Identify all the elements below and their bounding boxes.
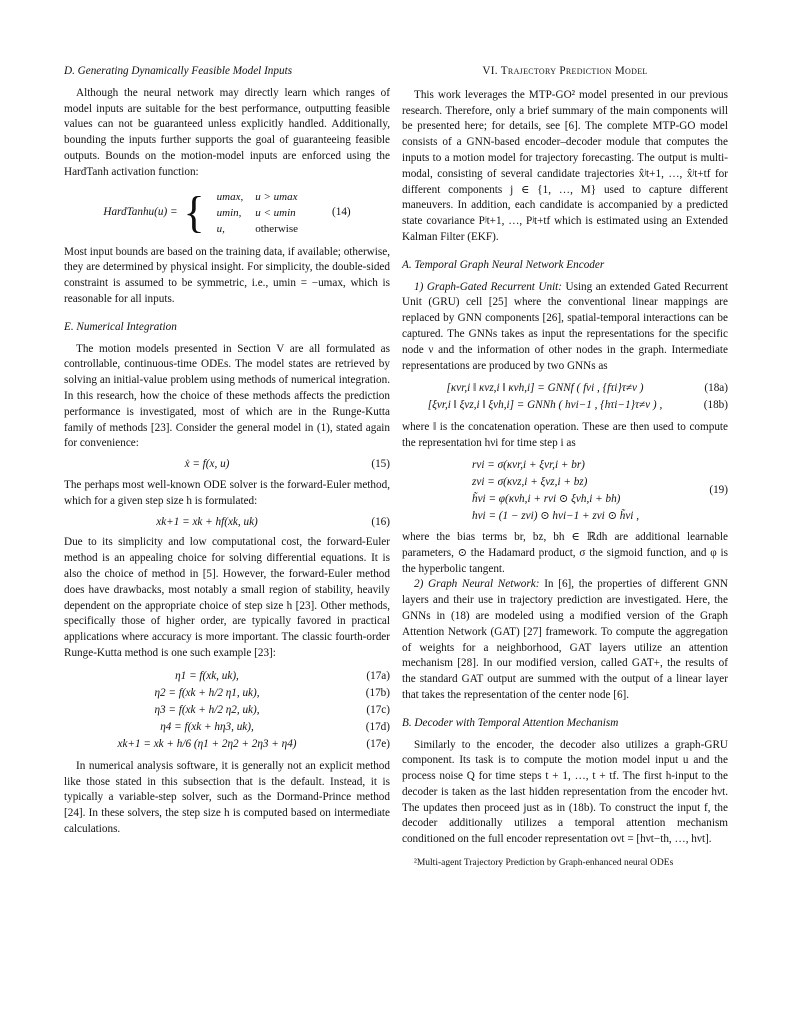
section-e-paragraph-2: The perhaps most well-known ODE solver is the forward-Euler method, which for a given step size h is formulated: <box>64 478 390 507</box>
equation-16-expr: xk+1 = xk + hf(xk, uk) <box>156 515 258 528</box>
gnn-heading: 2) Graph Neural Network: <box>414 578 540 591</box>
equation-19-number: (19) <box>709 484 728 497</box>
equation-number: (17b) <box>365 686 390 699</box>
case-condition: u < umin <box>255 206 296 219</box>
equation-number: (18a) <box>704 382 728 395</box>
section-a-paragraph-3: where the bias terms br, bz, bh ∈ ℝdh are additional learnable parameters, ⊙ the Hadamard product, σ the sigmoid function, and φ is the hyperbolic tangent. <box>402 530 728 575</box>
section-b-title: B. Decoder with Temporal Attention Mechanism <box>402 716 619 729</box>
equation-14 <box>64 189 390 237</box>
equation-17a <box>64 668 390 685</box>
equation-14-brace: { <box>183 187 205 237</box>
case-value: u, <box>216 222 225 235</box>
footnote: ²Multi-agent Trajectory Prediction by Graph-enhanced neural ODEs <box>414 858 674 869</box>
case-value: umax, <box>216 190 244 203</box>
left-column <box>64 64 390 838</box>
section-e-paragraph-1: The motion models presented in Section V are all formulated as controllable, continuous-time ODEs. The model states are retrieved by solving an initial-value problem using methods of numerical integration. In this research, how the choice of these methods affects the prediction performance is investigated, most of which are in the Runge-Kutta family of methods [23]. Consider the general model in (1), stated again for convenience: <box>64 342 390 450</box>
equation-expr: [ξνr,i ‖ ξνz,i ‖ ξνh,i] = GNNh ( hνi−1 , {hτi−1}τ≠ν ) , <box>427 399 663 412</box>
section-e-paragraph-3: Due to its simplicity and low computational cost, the forward-Euler method is an appealing choice for solving differential equations. It is also the choice of method in [5]. However, the forward-Euler method does have drawbacks, most notably a small region of stability, heavily dependent on the appropriate choice of step size h [23]. Other methods, specifically those of higher order, are typically favored in practical applications where accuracy is more important. The classic fourth-order Runge-Kutta method is one such example [23]: <box>64 536 390 659</box>
equation-17d <box>64 719 390 736</box>
equation-line: hνi = (1 − zνi) ⊙ hνi−1 + zνi ⊙ h̃νi , <box>472 509 640 522</box>
section-d-paragraph-2: Most input bounds are based on the training data, if available; otherwise, they are determined by physical insight. For simplicity, the double-sided constraint is assumed to be symmetric, i.e., umin = −umax, which is reasonable for all inputs. <box>64 245 390 305</box>
equation-line: h̃νi = φ(κνh,i + rνi ⊙ ξνh,i + bh) <box>472 492 621 505</box>
equation-18b <box>402 397 728 414</box>
equation-19 <box>402 457 728 525</box>
section-e-title: E. Numerical Integration <box>64 320 177 333</box>
equation-19-lines <box>402 457 688 525</box>
section-d-title: D. Generating Dynamically Feasible Model Inputs <box>64 65 293 77</box>
equation-number: (18b) <box>703 399 728 412</box>
equation-16 <box>64 515 390 531</box>
equation-line: rνi = σ(κνr,i + ξνr,i + br) <box>472 458 585 471</box>
equation-18 <box>402 380 728 414</box>
gnn-text: In [6], the properties of different GNN layers and their use in trajectory prediction are investigated. Here, the GNNs in (18) are modeled using a modified version of the Graph Attention Network (GAT) [27] framework. To compute the aggregation of weights for a neighborhood, GAT layers utilize an attention mechanism [28]. In our modified version, called GAT+, the results of the standard GAT output are summed with the output of a linear layer that takes the representation of the center node [6]. <box>402 578 729 701</box>
section-e-paragraph-4: In numerical analysis software, it is generally not an explicit method like those stated in this subsection that is the default. Instead, it is typically a variable-step solver, such as the Dormand-Prince method [24]. In these solvers, the step size h is computed based on intermediate calculations. <box>64 759 390 835</box>
section-a-paragraph-2: where ‖ is the concatenation operation. These are then used to compute the representation hνi for time step i as <box>402 421 728 450</box>
equation-15-expr: ẋ = f(x, u) <box>184 458 230 471</box>
equation-15 <box>64 457 390 473</box>
equation-17c <box>64 702 390 719</box>
grgru-heading: 1) Graph-Gated Recurrent Unit: <box>414 280 563 293</box>
equation-expr: η2 = f(xk + h/2 η1, uk), <box>154 686 260 699</box>
equation-number: (17c) <box>366 703 390 716</box>
section-a-paragraph-4 <box>402 577 728 703</box>
section-6-title: VI. Trajectory Prediction Model <box>482 65 648 77</box>
equation-expr: η1 = f(xk, uk), <box>175 669 239 682</box>
section-b-paragraph-1: Similarly to the encoder, the decoder also utilizes a graph-GRU component. Its task is to compute the motion model input u and the process noise Q for time steps t + 1, …, t + tf. The first h-input to the decoder is taken as the last hidden representation from the encoder hνt. The updates then proceed just as in (18b). To construct the input f, the decoder additionally utilizes a temporal attention mechanism conditioned on the full encoder representation oνt = [hνt−th, …, hνt]. <box>402 738 728 846</box>
equation-expr: [κνr,i ‖ κνz,i ‖ κνh,i] = GNNf ( fνi , {fτi}τ≠ν ) <box>446 382 644 395</box>
section-6-paragraph-1: This work leverages the MTP-GO² model presented in our previous research. Therefore, only a brief summary of the main components will be presented here; for details, see [6]. The complete MTP-GO model consists of a GNN-based encoder–decoder module that computes the inputs to a motion model for trajectory forecasting. The output is multi-modal, consisting of several candidate trajectories x̂ʲt+1, …, x̂ʲt+tf for different components j ∈ {1, …, M} used to capture different maneuvers. In addition, each candidate is accompanied by a predicted state covariance Pʲt+1, …, Pʲt+tf which is estimated using an Extended Kalman Filter (EKF). <box>402 88 728 243</box>
right-column <box>402 64 728 872</box>
section-a-paragraph-1 <box>402 280 728 375</box>
equation-line: zνi = σ(κνz,i + ξνz,i + bz) <box>472 475 588 488</box>
equation-number: (17a) <box>366 669 390 682</box>
equation-17 <box>64 668 390 753</box>
equation-18a <box>402 380 728 397</box>
case-condition: u > umax <box>255 190 298 203</box>
case-condition: otherwise <box>255 222 298 235</box>
equation-16-number: (16) <box>371 515 390 528</box>
equation-14-cases <box>211 189 304 237</box>
equation-17b <box>64 685 390 702</box>
equation-expr: η4 = f(xk + hη3, uk), <box>160 720 254 733</box>
equation-17e <box>64 736 390 753</box>
equation-expr: η3 = f(xk + h/2 η2, uk), <box>154 703 260 716</box>
case-value: umin, <box>216 206 242 219</box>
equation-number: (17d) <box>365 720 390 733</box>
equation-14-number: (14) <box>332 205 351 218</box>
section-a-title: A. Temporal Graph Neural Network Encoder <box>402 258 605 271</box>
section-d-paragraph-1: Although the neural network may directly learn which ranges of model inputs are suitable for the best performance, outputting feasible values can not be guaranteed unless explicitly handled. Additionally, bounding the inputs further supports the goal of guaranteeing feasible outputs. Bounds on the motion-model inputs are enforced using the HardTanh activation function: <box>64 86 390 178</box>
equation-number: (17e) <box>366 737 390 750</box>
equation-expr: xk+1 = xk + h/6 (η1 + 2η2 + 2η3 + η4) <box>117 737 297 750</box>
equation-14-lhs: HardTanhu(u) = <box>103 205 178 218</box>
equation-15-number: (15) <box>371 458 390 471</box>
grgru-text: Using an extended Gated Recurrent Unit (GRU) cell [25] where the conventional linear mappings are replaced by GNN components [26], spatial-temporal interactions can be captured. The GNNs takes as input the representations for the specific node ν and the information of other nodes in the graph. Intermediate representations are produced by two GNNs as <box>402 280 728 372</box>
